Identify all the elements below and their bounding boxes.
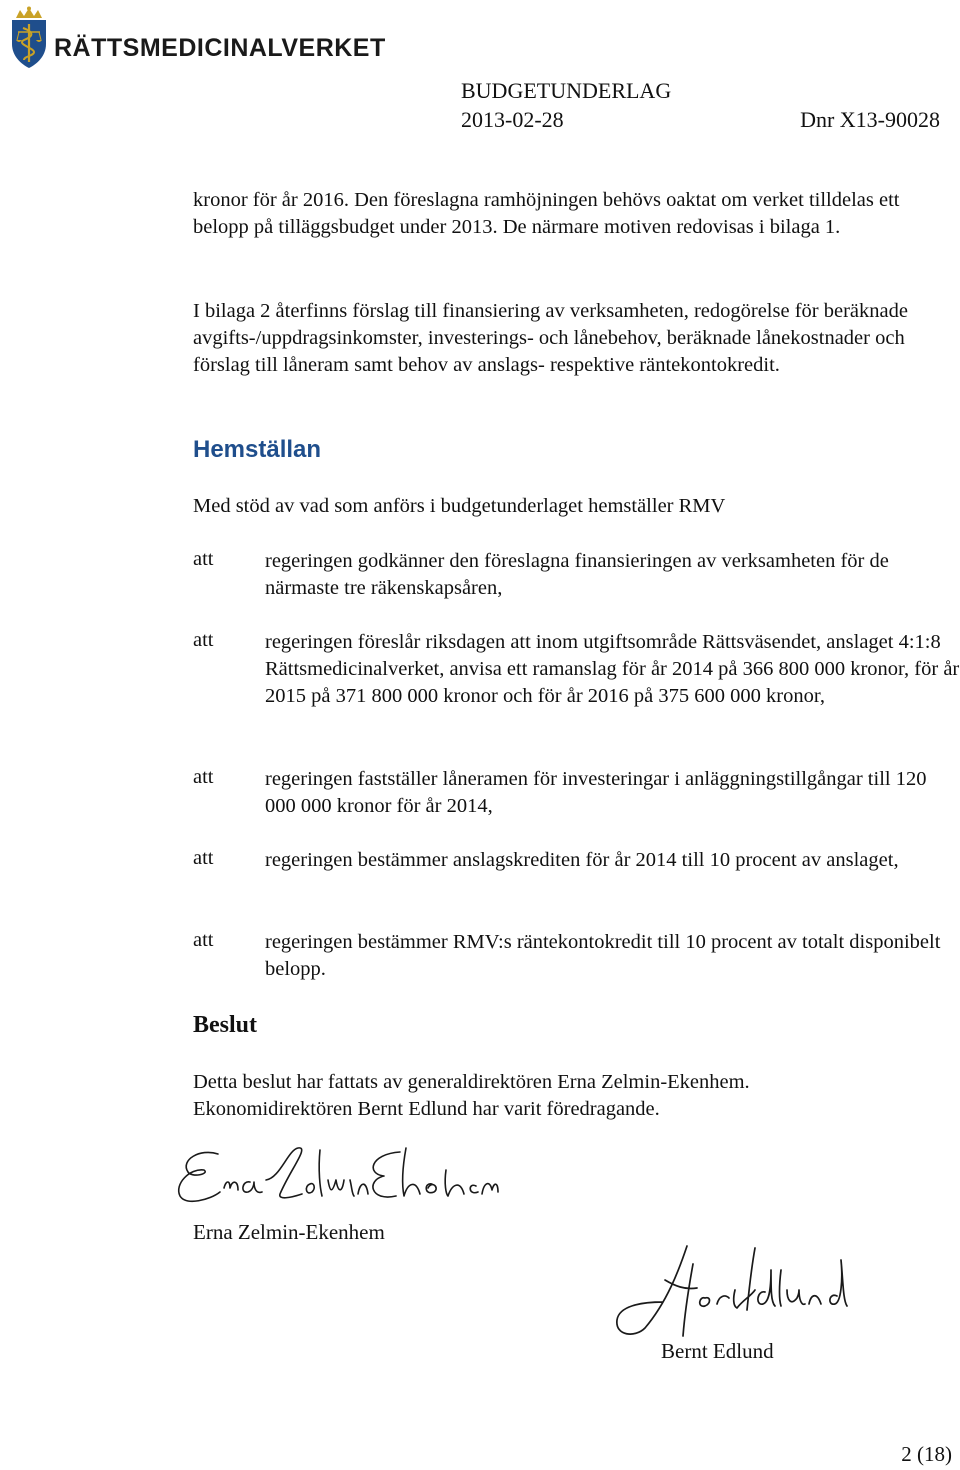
list-item: regeringen godkänner den föreslagna finansieringen av verksamheten för de närmaste tre räkenskapsåren, <box>265 550 889 599</box>
page-number: 2 (18) <box>901 1442 952 1466</box>
document-number: Dnr X13-90028 <box>800 107 940 132</box>
list-item: regeringen bestämmer anslagskrediten för år 2014 till 10 procent av anslaget, <box>265 849 899 871</box>
section-heading-hemstallan: Hemställan <box>193 436 322 463</box>
signature-bernt-edlund <box>605 1240 855 1345</box>
list-item: regeringen bestämmer RMV:s räntekontokredit till 10 procent av totalt disponibelt belopp. <box>265 931 941 980</box>
paragraph-bilaga: I bilaga 2 återfinns förslag till finansiering av verksamheten, redogörelse för beräknade avgifts-/uppdragsinkomster, investerings- och lånebehov, beräknade lånekostnader och förslag till låneram samt behov av anslags- respektive räntekontokredit. <box>193 300 908 376</box>
document-date: 2013-02-28 <box>461 107 564 132</box>
item-marker: att <box>193 766 214 788</box>
section-heading-beslut: Beslut <box>193 1012 258 1038</box>
beslut-line-2: Ekonomidirektören Bernt Edlund har varit föredragande. <box>193 1098 660 1120</box>
org-name: RÄTTSMEDICINALVERKET <box>54 34 386 62</box>
signatory-name-1: Erna Zelmin-Ekenhem <box>193 1220 385 1244</box>
list-item: regeringen föreslår riksdagen att inom utgiftsområde Rättsväsendet, anslaget 4:1:8 Rättsmedicinalverket, anvisa ett ramanslag för år 2014 på 366 800 000 kronor, för år 2015 på 371 800 000 kronor och för år 2016 på 375 600 000 kronor, <box>265 631 960 707</box>
signature-erna-zelmin-ekenhem <box>170 1140 500 1220</box>
item-marker: att <box>193 929 214 951</box>
paragraph-motives: kronor för år 2016. Den föreslagna ramhöjningen behövs oaktat om verket tilldelas ett belopp på tilläggsbudget under 2013. De närmare motiven redovisas i bilaga 1. <box>193 189 900 238</box>
hemstallan-intro: Med stöd av vad som anförs i budgetunderlaget hemställer RMV <box>193 495 726 517</box>
document-type: BUDGETUNDERLAG <box>461 78 672 103</box>
item-marker: att <box>193 847 214 869</box>
list-item: regeringen fastställer låneramen för investeringar i anläggningstillgångar till 120 000 000 kronor för år 2014, <box>265 768 927 817</box>
signatory-name-2: Bernt Edlund <box>661 1339 774 1363</box>
crest-icon <box>4 6 54 72</box>
item-marker: att <box>193 629 214 651</box>
beslut-line-1: Detta beslut har fattats av generaldirektören Erna Zelmin-Ekenhem. <box>193 1071 750 1093</box>
item-marker: att <box>193 548 214 570</box>
